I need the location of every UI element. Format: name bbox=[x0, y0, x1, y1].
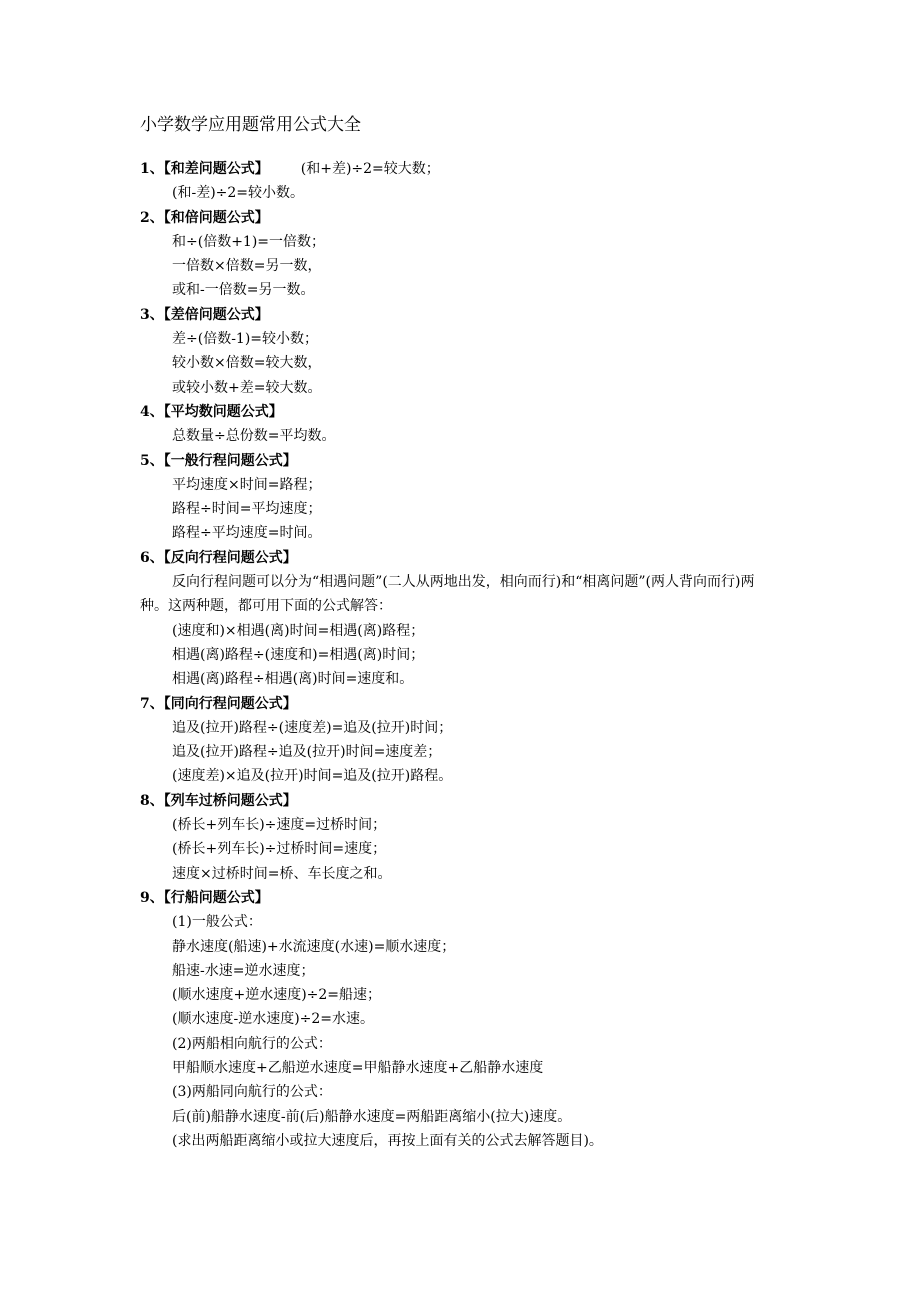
section-1 bbox=[140, 157, 790, 206]
formula-line: 或和-一倍数=另一数。 bbox=[172, 282, 315, 299]
section-heading: 5、【一般行程问题公式】 bbox=[140, 452, 297, 469]
formula-line: (3)两船同向航行的公式： bbox=[172, 1084, 332, 1101]
section-heading: 4、【平均数问题公式】 bbox=[140, 403, 283, 420]
formula-line: 静水速度(船速)+水流速度(水速)=顺水速度； bbox=[172, 938, 456, 955]
section-8 bbox=[140, 789, 790, 886]
section-6 bbox=[140, 546, 790, 692]
section-heading bbox=[140, 157, 790, 181]
formula-line: (桥长+列车长)÷过桥时间=速度； bbox=[172, 841, 387, 858]
formula-line: 路程÷平均速度=时间。 bbox=[172, 525, 322, 542]
section-heading: 7、【同向行程问题公式】 bbox=[140, 695, 297, 712]
section-7 bbox=[140, 692, 790, 789]
formula-line: (顺水速度+逆水速度)÷2=船速； bbox=[172, 987, 382, 1004]
formula-line: 船速-水速=逆水速度； bbox=[172, 962, 315, 979]
formula-line: 后(前)船静水速度-前(后)船静水速度=两船距离缩小(拉大)速度。 bbox=[172, 1108, 572, 1125]
formula-line: 相遇(离)路程÷(速度和)=相遇(离)时间； bbox=[172, 646, 425, 663]
formula-line: 平均速度×时间=路程； bbox=[172, 476, 322, 493]
formula-line: 相遇(离)路程÷相遇(离)时间=速度和。 bbox=[172, 671, 414, 688]
formula-line: 追及(拉开)路程÷(速度差)=追及(拉开)时间； bbox=[172, 719, 453, 736]
section-4 bbox=[140, 400, 790, 449]
formula-line: (求出两船距离缩小或拉大速度后，再按上面有关的公式去解答题目)。 bbox=[172, 1132, 603, 1149]
formula-line: 和÷(倍数+1)=一倍数； bbox=[172, 233, 326, 250]
formula-line: (1)一般公式： bbox=[172, 914, 262, 931]
section-5 bbox=[140, 449, 790, 546]
formula-line: 总数量÷总份数=平均数。 bbox=[172, 428, 336, 445]
formula-line: (和-差)÷2=较小数。 bbox=[172, 185, 305, 202]
formula-line: 差÷(倍数-1)=较小数； bbox=[172, 331, 319, 348]
formula-line: (速度差)×追及(拉开)时间=追及(拉开)路程。 bbox=[172, 768, 453, 785]
document-body bbox=[140, 157, 790, 1153]
formula-line: 速度×过桥时间=桥、车长度之和。 bbox=[172, 865, 392, 882]
section-9 bbox=[140, 886, 790, 1153]
section-title: 1、【和差问题公式】 bbox=[140, 161, 269, 177]
formula-line: (速度和)×相遇(离)时间=相遇(离)路程； bbox=[172, 622, 425, 639]
formula-line: (2)两船相向航行的公式： bbox=[172, 1035, 332, 1052]
formula-line: 一倍数×倍数=另一数， bbox=[172, 258, 322, 275]
section-heading: 6、【反向行程问题公式】 bbox=[140, 549, 297, 566]
formula-line: 或较小数+差=较大数。 bbox=[172, 379, 322, 396]
section-heading: 3、【差倍问题公式】 bbox=[140, 306, 269, 323]
inline-formula: (和+差)÷2=较大数； bbox=[300, 161, 440, 177]
document-title: 小学数学应用题常用公式大全 bbox=[140, 115, 361, 135]
formula-line: 追及(拉开)路程÷追及(拉开)时间=速度差； bbox=[172, 744, 442, 761]
section-paragraph: 反向行程问题可以分为“相遇问题”(二人从两地出发，相向而行)和“相离问题”(两人背向而行)两种。这两种题，都可用下面的公式解答： bbox=[140, 574, 755, 615]
formula-line: 甲船顺水速度+乙船逆水速度=甲船静水速度+乙船静水速度 bbox=[172, 1059, 544, 1076]
section-2 bbox=[140, 206, 790, 303]
formula-line: 较小数×倍数=较大数， bbox=[172, 355, 322, 372]
section-3 bbox=[140, 303, 790, 400]
section-heading: 9、【行船问题公式】 bbox=[140, 889, 269, 906]
section-heading: 2、【和倍问题公式】 bbox=[140, 209, 269, 226]
formula-line: (顺水速度-逆水速度)÷2=水速。 bbox=[172, 1011, 375, 1028]
section-heading: 8、【列车过桥问题公式】 bbox=[140, 792, 297, 809]
formula-line: 路程÷时间=平均速度； bbox=[172, 501, 322, 518]
formula-line: (桥长+列车长)÷速度=过桥时间； bbox=[172, 817, 387, 834]
